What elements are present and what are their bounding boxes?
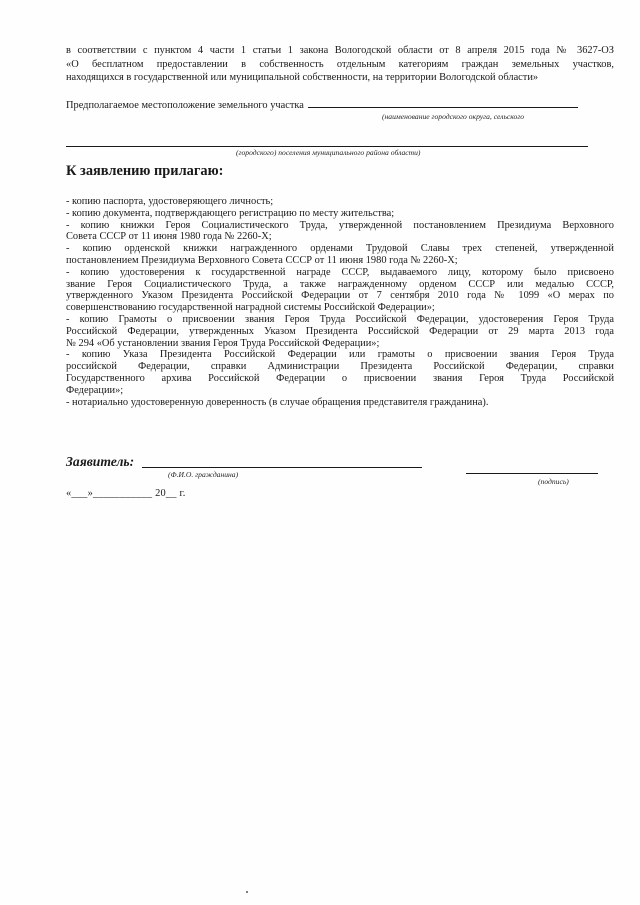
location-label: Предполагаемое местоположение земельного участка: [66, 100, 304, 111]
attachments-list: [66, 196, 614, 408]
attachment-item-line: российской Федерации, справки Администрации Президента Российской Федерации, справки: [66, 361, 614, 373]
signature-line[interactable]: [466, 473, 598, 474]
intro-line: «О бесплатном предоставлении в собственность отдельным категориям граждан земельных участков,: [66, 58, 614, 70]
intro-line: находящихся в государственной или муниципальной собственности, на территории Вологодской области»: [66, 72, 539, 84]
location-input-line-2[interactable]: [66, 146, 588, 147]
attachment-item-line: совершенствованию государственной наградной системы Российской Федерации»;: [66, 302, 435, 314]
attachments-heading: К заявлению прилагаю:: [66, 163, 224, 179]
intro-line: в соответствии с пунктом 4 части 1 статьи 1 закона Вологодской области от 8 апреля 2015 года № 3627-ОЗ: [66, 45, 614, 56]
attachment-item-line: звание Героя Социалистического Труда, а также награжденному орденом СССР или медалью СССР,: [66, 278, 614, 290]
attachment-item-line: Государственного архива Российской Федерации о присвоении звания Героя Труда Российской: [66, 372, 614, 384]
intro-paragraph: [66, 44, 614, 85]
attachment-item-line: № 294 «Об установлении звания Героя Труда Российской Федерации»;: [66, 337, 380, 349]
location-row: [66, 97, 614, 112]
signature-hint: (подпись): [538, 477, 569, 486]
applicant-name-line[interactable]: [142, 467, 422, 468]
location-hint-bottom: (городского) поселения муниципального района области): [236, 148, 421, 157]
attachment-item-line: постановлением Президиума Верховного Совета СССР от 11 июня 1980 года № 2260-Х;: [66, 254, 458, 266]
attachment-item-line: утвержденного Указом Президента Российской Федерации от 7 сентября 2010 года № 1099 «О мерах по: [66, 290, 614, 302]
applicant-label: Заявитель:: [66, 454, 135, 469]
attachment-item-line: Федерации»;: [66, 384, 124, 396]
attachment-item-line: - копию документа, подтверждающего регистрацию по месту жительства;: [66, 207, 395, 219]
applicant-name-hint: (Ф.И.О. гражданина): [168, 470, 239, 479]
attachment-item-line: Совета СССР от 11 июня 1980 года № 2260-Х;: [66, 231, 272, 243]
attachment-item-line: - копию Грамоты о присвоении звания Героя Труда Российской Федерации, удостоверения Героя Труда: [66, 313, 614, 325]
attachment-item-line: - копию книжки Героя Социалистического Труда, утвержденной постановлением Президиума Верховного: [66, 219, 614, 231]
scan-speck: [246, 891, 248, 893]
date-line[interactable]: «___»___________ 20__ г.: [66, 488, 186, 499]
location-hint-top: (наименование городского округа, сельского: [382, 112, 525, 121]
attachment-item-line: - копию орденской книжки награжденного орденами Трудовой Славы трех степеней, утвержденной: [66, 243, 614, 255]
attachment-item-line: - копию Указа Президента Российской Федерации или грамоты о присвоении звания Героя Труда: [66, 349, 614, 361]
attachment-item-line: - копию удостоверения к государственной награде СССР, выдаваемого лицу, которому было присвоено: [66, 266, 614, 278]
attachment-item-line: - копию паспорта, удостоверяющего личность;: [66, 196, 274, 207]
location-input-line[interactable]: [308, 97, 578, 108]
attachment-item-line: Российской Федерации, утвержденных Указом Президента Российской Федерации от 29 марта 2013 года: [66, 325, 614, 337]
attachment-item-line: - нотариально удостоверенную доверенность (в случае обращения представителя гражданина).: [66, 396, 489, 408]
